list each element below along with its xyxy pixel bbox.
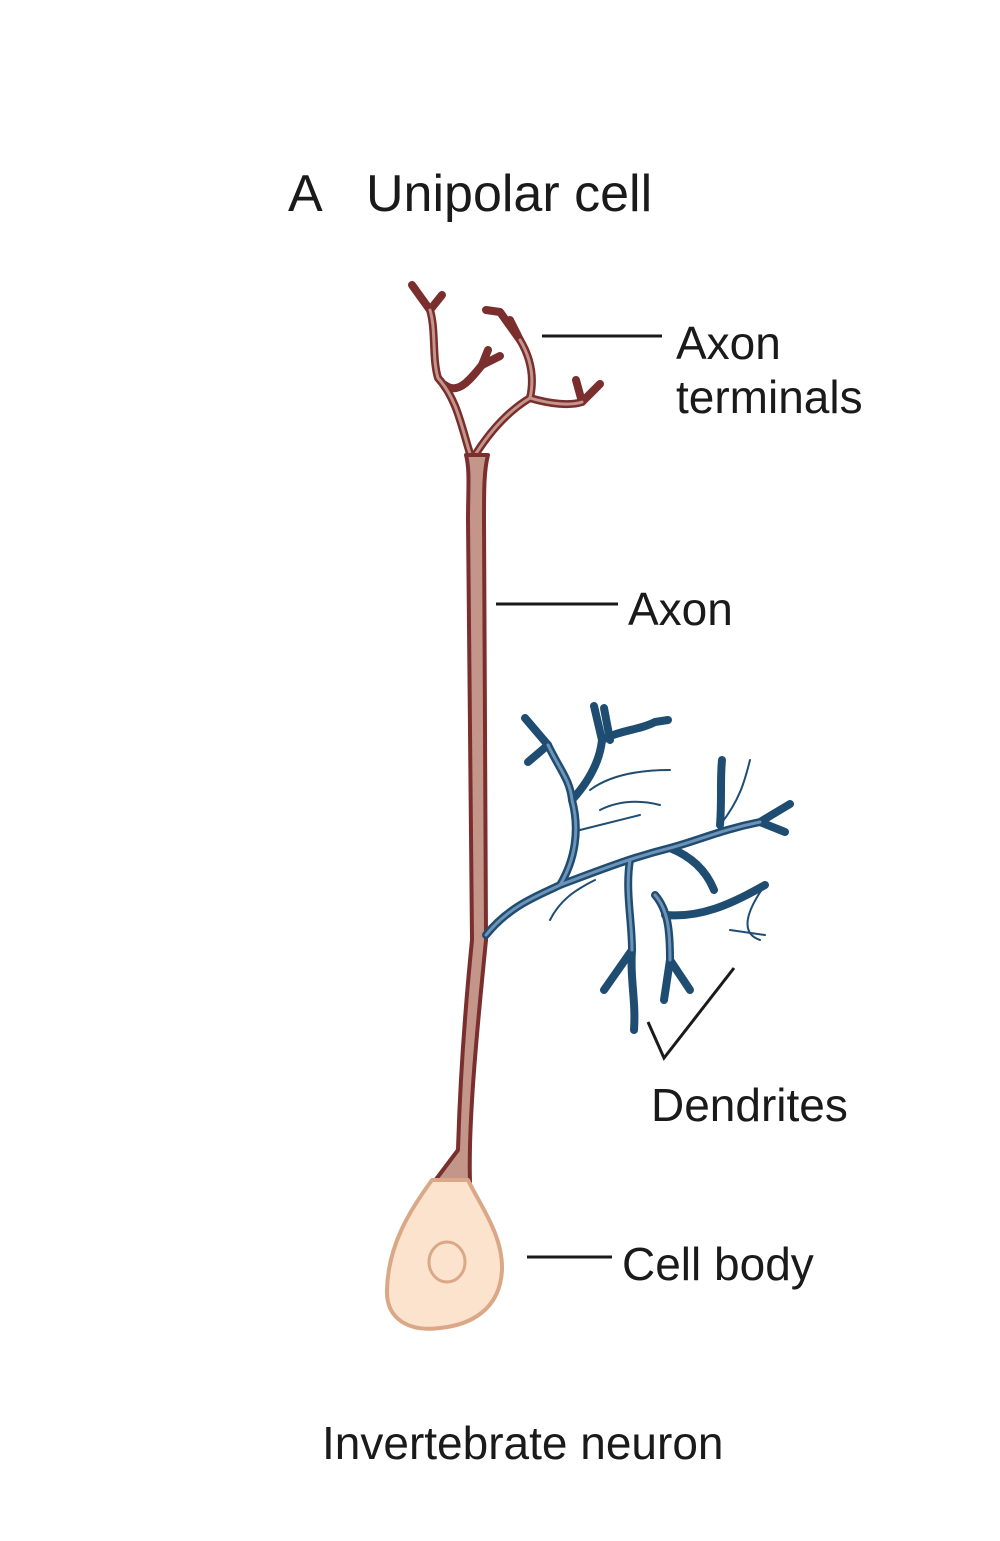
axon-terminals-label [676, 316, 863, 424]
axon-shaft [434, 455, 488, 1182]
axon-label: Axon [628, 583, 733, 635]
diagram-caption: Invertebrate neuron [322, 1417, 724, 1469]
axon-terminals-label-line2: terminals [676, 371, 863, 423]
diagram-title: Unipolar cell [366, 165, 653, 223]
dendrites [486, 706, 790, 1030]
panel-letter: A [288, 165, 323, 223]
dendrites-label: Dendrites [651, 1079, 848, 1131]
dendrites-leader-bracket [648, 968, 734, 1058]
axon-terminals-label-line1: Axon [676, 317, 781, 369]
cell-body [387, 1180, 502, 1329]
axon-terminals [412, 285, 600, 460]
nucleus [429, 1242, 465, 1282]
cell-body-label: Cell body [622, 1238, 814, 1290]
